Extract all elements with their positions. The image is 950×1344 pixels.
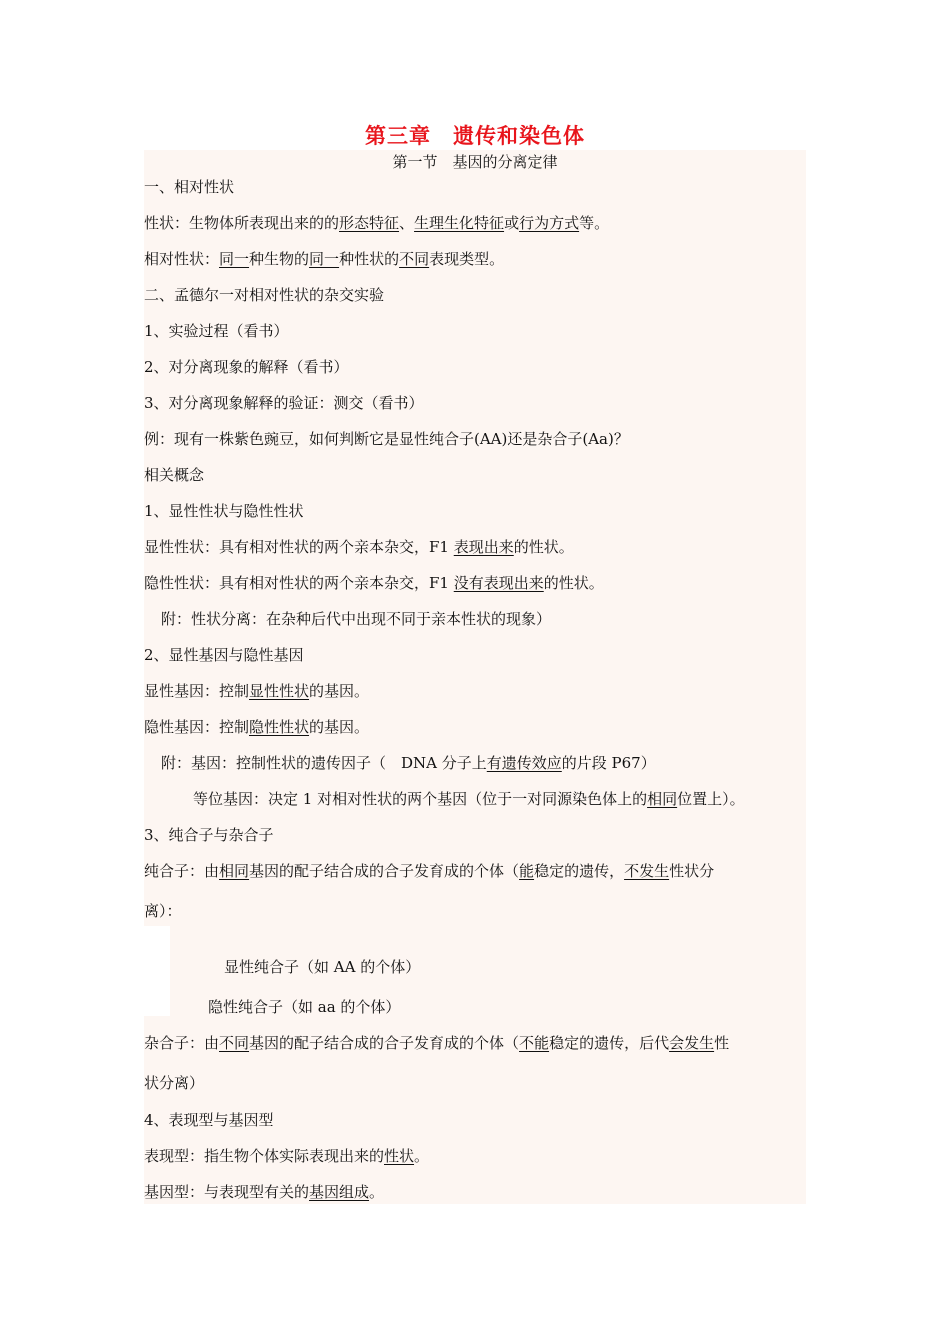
trait-definition: 性状：生物体所表现出来的的形态特征、生理生化特征或行为方式等。: [144, 214, 610, 232]
recessive-gene-definition: 隐性基因：控制隐性性状的基因。: [144, 718, 370, 736]
homozygote-definition-cont: 离）：: [144, 902, 182, 920]
heterozygote-definition-cont: 状分离）: [144, 1074, 205, 1092]
dominant-gene-definition: 显性基因：控制显性性状的基因。: [144, 682, 370, 700]
recessive-trait-definition: 隐性性状：具有相对性状的两个亲本杂交，F1 没有表现出来的性状。: [144, 574, 604, 592]
list-item: 1、实验过程（看书）: [144, 322, 289, 340]
dominant-trait-definition: 显性性状：具有相对性状的两个亲本杂交，F1 表现出来的性状。: [144, 538, 574, 556]
chapter-name: 遗传和染色体: [453, 124, 585, 148]
recessive-homozygote: 隐性纯合子（如 aa 的个体）: [208, 998, 401, 1016]
note-trait-segregation: 附：性状分离：在杂种后代中出现不同于亲本性状的现象）: [161, 610, 552, 628]
phenotype-definition: 表现型：指生物个体实际表现出来的性状。: [144, 1147, 430, 1165]
list-item: 2、对分离现象的解释（看书）: [144, 358, 349, 376]
heading-mendel-experiment: 二、孟德尔一对相对性状的杂交实验: [144, 286, 385, 304]
chapter-number: 第三章: [365, 124, 431, 148]
heading-related-concepts: 相关概念: [144, 466, 205, 484]
background-notch: [144, 926, 170, 1016]
section-heading: 第一节 基因的分离定律: [392, 153, 558, 171]
genotype-definition: 基因型：与表现型有关的基因组成。: [144, 1183, 385, 1201]
heterozygote-definition: 杂合子：由不同基因的配子结合成的合子发育成的个体（不能稳定的遗传，后代会发生性: [144, 1034, 730, 1052]
subheading-traits: 1、显性性状与隐性性状: [144, 502, 304, 520]
heading-relative-traits: 一、相对性状: [144, 178, 235, 196]
document-body: [144, 150, 806, 1204]
allele-definition: 等位基因：决定 1 对相对性状的两个基因（位于一对同源染色体上的相同位置上）。: [193, 790, 745, 808]
chapter-title: [0, 120, 950, 150]
example-question: 例：现有一株紫色豌豆，如何判断它是显性纯合子(AA)还是杂合子(Aa)？: [144, 430, 629, 448]
note-gene: 附：基因：控制性状的遗传因子（ DNA 分子上有遗传效应的片段 P67）: [161, 754, 656, 772]
relative-trait-definition: 相对性状：同一种生物的同一种性状的不同表现类型。: [144, 250, 505, 268]
subheading-genes: 2、显性基因与隐性基因: [144, 646, 304, 664]
homozygote-definition: 纯合子：由相同基因的配子结合成的合子发育成的个体（能稳定的遗传，不发生性状分: [144, 862, 715, 880]
subheading-zygotes: 3、纯合子与杂合子: [144, 826, 274, 844]
subheading-phenotype-genotype: 4、表现型与基因型: [144, 1111, 274, 1129]
list-item: 3、对分离现象解释的验证：测交（看书）: [144, 394, 424, 412]
dominant-homozygote: 显性纯合子（如 AA 的个体）: [224, 958, 421, 976]
